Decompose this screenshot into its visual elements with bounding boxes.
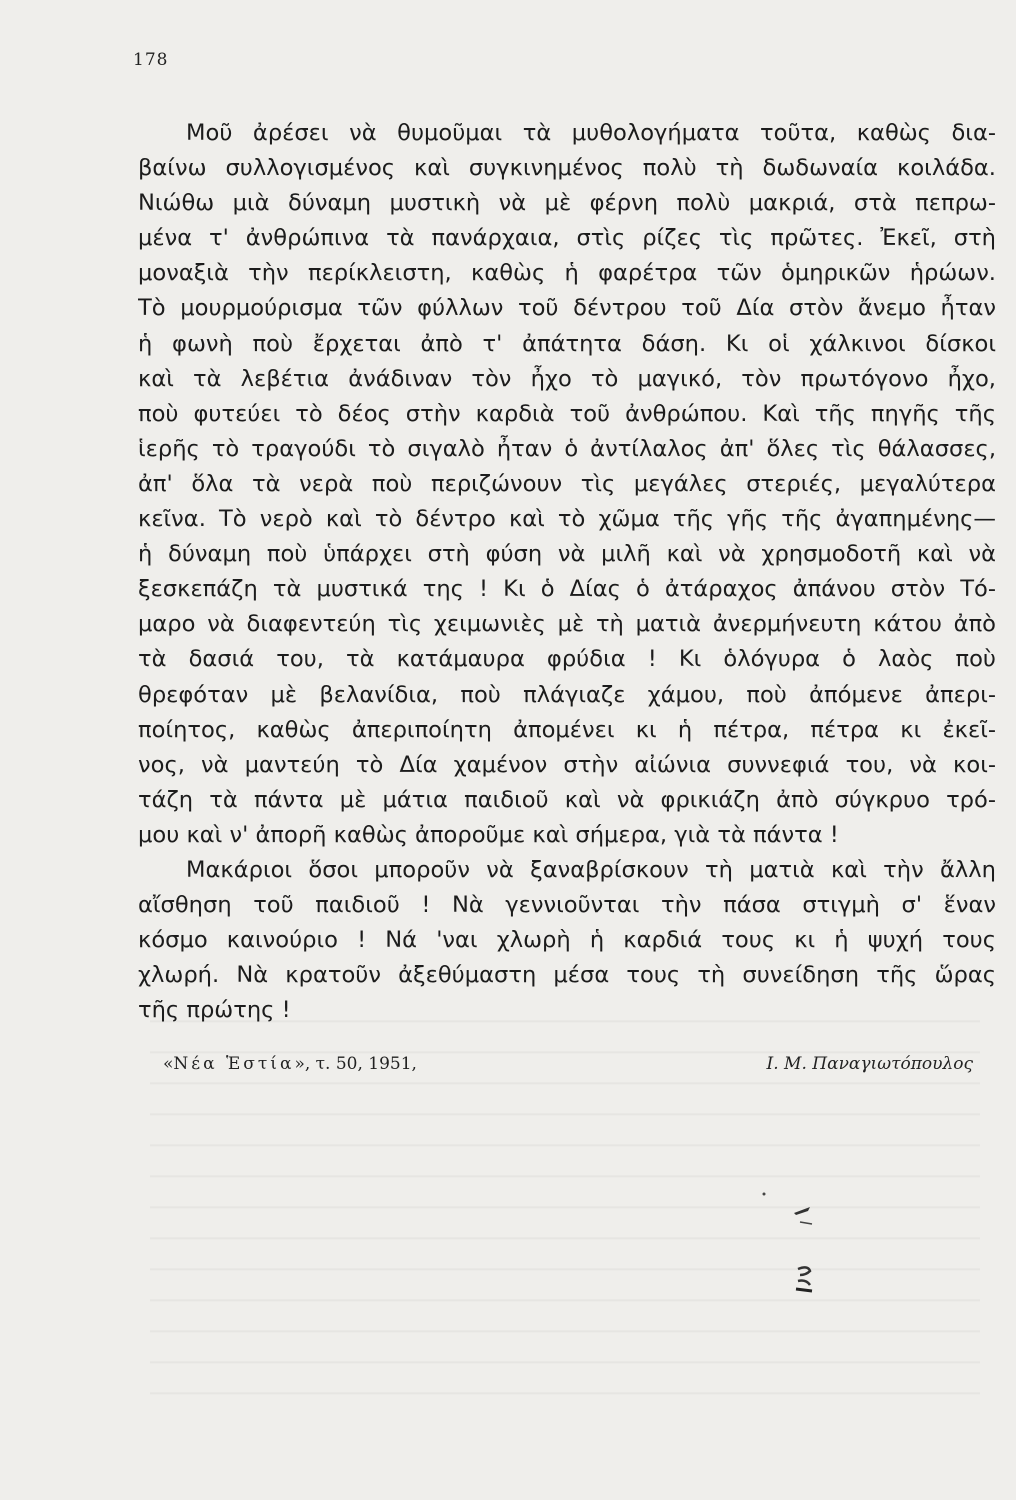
text-line: ἀπ' ὅλα τὰ νερὰ ποὺ περιζώνουν τὶς μεγάλες στεριές, μεγαλύτερα: [138, 470, 996, 497]
text-line: ἡ δύναμη ποὺ ὑπάρχει στὴ φύση νὰ μιλῆ καὶ νὰ χρησμοδοτῆ καὶ νὰ: [138, 541, 996, 568]
text-line: καὶ τὰ λεβέτια ἀνάδιναν τὸν ἦχο τὸ μαγικό, τὸν πρωτόγονο ἦχο,: [138, 365, 996, 392]
body-text: [138, 116, 996, 1028]
text-line: αἴσθηση τοῦ παιδιοῦ ! Νὰ γεννιοῦνται τὴν πάσα στιγμὴ σ' ἕναν: [138, 892, 996, 919]
text-line: νος, νὰ μαντεύη τὸ Δία χαμένον στὴν αἰώνια συννεφιά του, νὰ κοι-: [138, 751, 996, 778]
ink-marks: [760, 1185, 820, 1305]
text-line: χλωρή. Νὰ κρατοῦν ἀξεθύμαστη μέσα τους τὴ συνείδηση τῆς ὥρας: [138, 962, 996, 989]
text-line: κεῖνα. Τὸ νερὸ καὶ τὸ δέντρο καὶ τὸ χῶμα τῆς γῆς τῆς ἀγαπημένης—: [138, 506, 996, 533]
text-line: μαρο νὰ διαφεντεύη τὶς χειμωνιὲς μὲ τὴ ματιὰ ἀνερμήνευτη κάτου ἀπὸ: [138, 611, 996, 638]
text-line: μου καὶ ν' ἀπορῆ καθὼς ἀποροῦμε καὶ σήμερα, γιὰ τὰ πάντα !: [138, 821, 839, 848]
text-line: Μακάριοι ὅσοι μποροῦν νὰ ξαναβρίσκουν τὴ ματιὰ καὶ τὴν ἄλλη: [186, 856, 996, 883]
text-line: θρεφόταν μὲ βελανίδια, ποὺ πλάγιαζε χάμου, ποὺ ἀπόμενε ἀπερι-: [138, 681, 996, 708]
journal-name: Νέα Ἑστία: [173, 1054, 295, 1074]
text-line: τὰ δασιά του, τὰ κατάμαυρα φρύδια ! Κι ὁλόγυρα ὁ λαὸς ποὺ: [138, 646, 996, 673]
text-line: τάζη τὰ πάντα μὲ μάτια παιδιοῦ καὶ νὰ φρικιάζη ἀπὸ σύγκρυο τρό-: [138, 786, 996, 813]
text-line: τῆς πρώτης !: [138, 997, 291, 1024]
text-line: βαίνω συλλογισμένος καὶ συγκινημένος πολὺ τὴ δωδωναία κοιλάδα.: [138, 155, 996, 182]
text-line: μένα τ' ἀνθρώπινα τὰ πανάρχαια, στὶς ρίζες τὶς πρῶτες. Ἐκεῖ, στὴ: [138, 225, 996, 252]
text-line: ξεσκεπάζη τὰ μυστικά της ! Κι ὁ Δίας ὁ ἀτάραχος ἀπάνου στὸν Τό-: [138, 576, 996, 603]
source-citation: [163, 1054, 417, 1074]
page-number: 178: [133, 50, 169, 70]
text-line: μοναξιὰ τὴν περίκλειστη, καθὼς ἡ φαρέτρα τῶν ὁμηρικῶν ἡρώων.: [138, 260, 996, 287]
text-line: ποίητος, καθὼς ἀπεριποίητη ἀπομένει κι ἡ πέτρα, πέτρα κι ἐκεῖ-: [138, 716, 996, 743]
author-name: Ι. Μ. Παναγιωτόπουλος: [766, 1054, 973, 1074]
text-line: Τὸ μουρμούρισμα τῶν φύλλων τοῦ δέντρου τοῦ Δία στὸν ἄνεμο ἦταν: [138, 295, 996, 322]
text-line: ἡ φωνὴ ποὺ ἔρχεται ἀπὸ τ' ἀπάτητα δάση. Κι οἱ χάλκινοι δίσκοι: [138, 330, 996, 357]
text-line: Νιώθω μιὰ δύναμη μυστικὴ νὰ μὲ φέρνη πολὺ μακριά, στὰ πεπρω-: [138, 190, 996, 217]
text-line: κόσμο καινούριο ! Νά 'ναι χλωρὴ ἡ καρδιά τους κι ἡ ψυχή τους: [138, 927, 996, 954]
open-quote: «: [163, 1054, 174, 1074]
text-line: ἱερῆς τὸ τραγούδι τὸ σιγαλὸ ἦταν ὁ ἀντίλαλος ἀπ' ὅλες τὶς θάλασσες,: [138, 435, 996, 462]
text-line: ποὺ φυτεύει τὸ δέος στὴν καρδιὰ τοῦ ἀνθρώπου. Καὶ τῆς πηγῆς τῆς: [138, 400, 996, 427]
text-line: Μοῦ ἀρέσει νὰ θυμοῦμαι τὰ μυθολογήματα τοῦτα, καθὼς δια-: [186, 120, 996, 146]
citation-details: », τ. 50, 1951,: [294, 1054, 417, 1074]
